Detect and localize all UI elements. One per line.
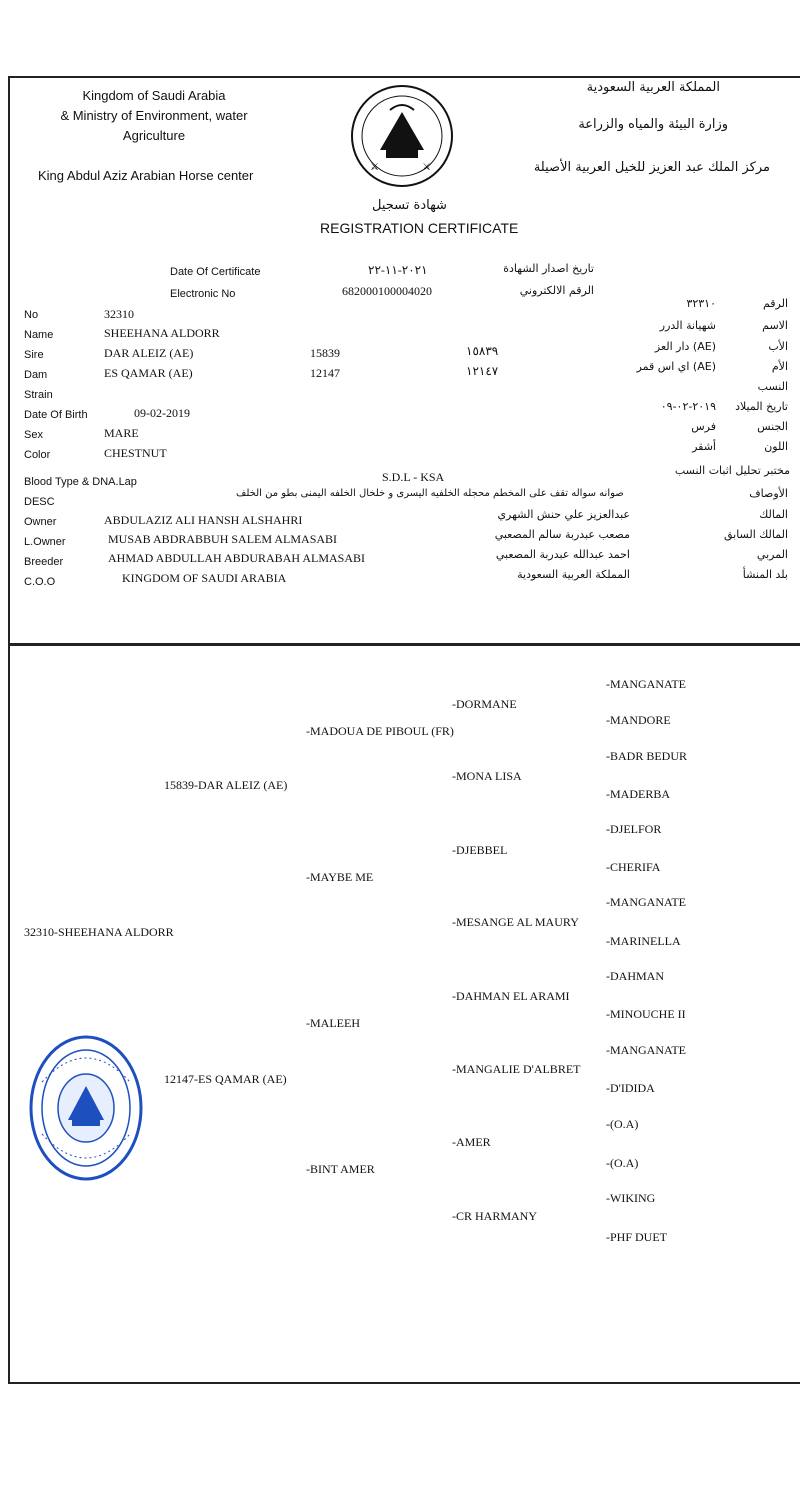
field-value-ar: (AE) اي اس قمر (636, 360, 716, 373)
country-of-origin-label: C.O.O (24, 576, 56, 588)
field-value: DAR ALEIZ (AE) (104, 346, 194, 360)
header-ar-line1: المملكة العربية السعودية (586, 80, 720, 95)
section-divider (8, 643, 800, 646)
field-value: CHESTNUT (104, 446, 167, 460)
pedigree-gen4: -MANGANATE (606, 677, 686, 691)
pedigree-dam: 12147-ES QAMAR (AE) (164, 1072, 287, 1086)
pedigree-gen2: -BINT AMER (306, 1162, 375, 1176)
owner-label-ar: المالك (759, 508, 788, 521)
pedigree-gen3: -CR HARMANY (452, 1209, 538, 1223)
field-value: ES QAMAR (AE) (104, 366, 193, 380)
pedigree-gen4: -MANGANATE (606, 895, 686, 909)
pedigree-gen4: -WIKING (606, 1191, 656, 1205)
title-arabic: شهادة تسجيل (372, 198, 447, 213)
pedigree-gen2: -MALEEH (306, 1016, 360, 1030)
pedigree-gen2: -MADOUA DE PIBOUL (FR) (306, 724, 454, 738)
date-of-certificate-label-ar: تاريخ اصدار الشهادة (503, 262, 594, 275)
breeder-label-ar: المربي (756, 548, 788, 561)
field-value-ar: ٣٢٣١٠ (686, 297, 716, 310)
field-value: 32310 (104, 307, 134, 321)
owner-value-ar: عبدالعزيز علي حنش الشهري (497, 508, 630, 521)
breeder-value: AHMAD ABDULLAH ABDURABAH ALMASABI (108, 551, 366, 565)
field-value-ar: (AE) دار العز (654, 340, 716, 353)
country-of-origin-value-ar: المملكة العربية السعودية (517, 568, 630, 581)
header-english (20, 86, 288, 146)
field-label: Date Of Birth (24, 409, 88, 421)
pedigree-gen4: -(O.A) (606, 1156, 639, 1170)
country-of-origin-label-ar: بلد المنشأ (742, 568, 788, 581)
pedigree-subject: 32310-SHEEHANA ALDORR (24, 925, 174, 939)
pedigree-gen3: -DJEBBEL (452, 843, 508, 857)
center-emblem-logo (350, 80, 454, 192)
field-value-ar: ٢٠١٩-٠٢-٠٩ (660, 400, 716, 413)
desc-value-ar: صوانه سواله تقف على المخطم محجله الخلفيه اليسرى و خلخال الخلفه اليمنى بطو من الخلف (236, 488, 624, 499)
last-owner-value-ar: مصعب عبدربة سالم المصعبي (494, 528, 630, 541)
field-label-ar: الجنس (757, 420, 788, 433)
sire-number: 15839 (310, 346, 340, 360)
pedigree-gen3: -AMER (452, 1135, 491, 1149)
date-of-certificate-label: Date Of Certificate (170, 266, 261, 278)
header-en-line3: Agriculture (122, 128, 186, 143)
field-label: Sex (24, 429, 43, 441)
title-english: REGISTRATION CERTIFICATE (320, 220, 519, 236)
desc-label: DESC (24, 496, 55, 508)
field-label: No (24, 309, 39, 321)
field-label-ar: الرقم (762, 297, 788, 310)
header-en-line2: & Ministry of Environment, water (60, 108, 248, 123)
svg-text:⚔: ⚔ (370, 162, 379, 173)
last-owner-label-ar: المالك السابق (723, 528, 788, 541)
pedigree-gen3: -DORMANE (452, 697, 517, 711)
sire-number-ar: ١٥٨٣٩ (466, 344, 499, 358)
blood-type-label: Blood Type & DNA.Lap (24, 476, 137, 488)
pedigree-gen4: -DJELFOR (606, 822, 662, 836)
field-label-ar: النسب (757, 380, 788, 393)
electronic-no-value: 682000100004020 (342, 284, 432, 298)
pedigree-gen4: -PHF DUET (606, 1230, 668, 1244)
pedigree-gen4: -MINOUCHE II (606, 1007, 686, 1021)
field-value: MARE (104, 426, 139, 440)
field-label-ar: الاسم (762, 319, 788, 332)
pedigree-gen2: -MAYBE ME (306, 870, 374, 884)
blood-type-value: S.D.L - KSA (382, 470, 445, 484)
pedigree-gen4: -BADR BEDUR (606, 749, 688, 763)
last-owner-label: L.Owner (24, 536, 66, 548)
svg-text:⚔: ⚔ (422, 162, 431, 173)
pedigree-gen4: -DAHMAN (606, 969, 664, 983)
header-en-line4: King Abdul Aziz Arabian Horse center (38, 168, 254, 183)
electronic-no-label: Electronic No (170, 288, 236, 300)
field-label: Name (24, 329, 54, 341)
field-label: Strain (24, 389, 53, 401)
pedigree-gen4: -(O.A) (606, 1117, 639, 1131)
official-stamp-seal (28, 1034, 144, 1182)
pedigree-gen3: -MANGALIE D'ALBRET (452, 1062, 581, 1076)
owner-value: ABDULAZIZ ALI HANSH ALSHAHRI (104, 513, 303, 527)
field-value-ar: أشقر (692, 440, 716, 453)
field-label: Color (24, 449, 51, 461)
breeder-value-ar: احمد عبدالله عبدربة المصعبي (495, 548, 630, 561)
pedigree-gen4: -CHERIFA (606, 860, 661, 874)
pedigree-gen3: -MESANGE AL MAURY (452, 915, 579, 929)
pedigree-sire: 15839-DAR ALEIZ (AE) (164, 778, 288, 792)
dam-number-ar: ١٢١٤٧ (466, 364, 499, 378)
header-en-line1: Kingdom of Saudi Arabia (82, 88, 226, 103)
field-label: Sire (24, 349, 44, 361)
field-value: 09-02-2019 (134, 406, 190, 420)
pedigree-gen4: -MANGANATE (606, 1043, 686, 1057)
last-owner-value: MUSAB ABDRABBUH SALEM ALMASABI (108, 532, 338, 546)
pedigree-gen3: -DAHMAN EL ARAMI (452, 989, 570, 1003)
pedigree-gen3: -MONA LISA (452, 769, 522, 783)
header-ar-line2: وزارة البيئة والمياه والزراعة (578, 117, 728, 132)
field-value-ar: شهيانة الدرر (659, 319, 716, 332)
blood-type-label-ar: مختبر تحليل اثبات النسب (674, 464, 790, 477)
field-label-ar: اللون (764, 440, 788, 453)
owner-label: Owner (24, 516, 57, 528)
pedigree-gen4: -MADERBA (606, 787, 671, 801)
field-label-ar: الأم (771, 360, 788, 373)
pedigree-gen4: -MANDORE (606, 713, 671, 727)
field-label-ar: تاريخ الميلاد (735, 400, 788, 413)
breeder-label: Breeder (24, 556, 64, 568)
field-value-ar: فرس (691, 420, 716, 433)
desc-label-ar: الأوصاف (749, 487, 788, 500)
field-label-ar: الأب (768, 340, 788, 353)
dam-number: 12147 (310, 366, 340, 380)
electronic-no-label-ar: الرقم الالكتروني (519, 284, 594, 297)
country-of-origin-value: KINGDOM OF SAUDI ARABIA (122, 571, 287, 585)
header-ar-line3: مركز الملك عبد العزيز للخيل العربية الأصيلة (533, 160, 770, 175)
field-value: SHEEHANA ALDORR (104, 326, 220, 340)
date-of-certificate-value: ٢٠٢١-١١-٢٢ (368, 263, 428, 277)
pedigree-gen4: -MARINELLA (606, 934, 681, 948)
field-label: Dam (24, 369, 48, 381)
pedigree-gen4: -D'IDIDA (606, 1081, 655, 1095)
